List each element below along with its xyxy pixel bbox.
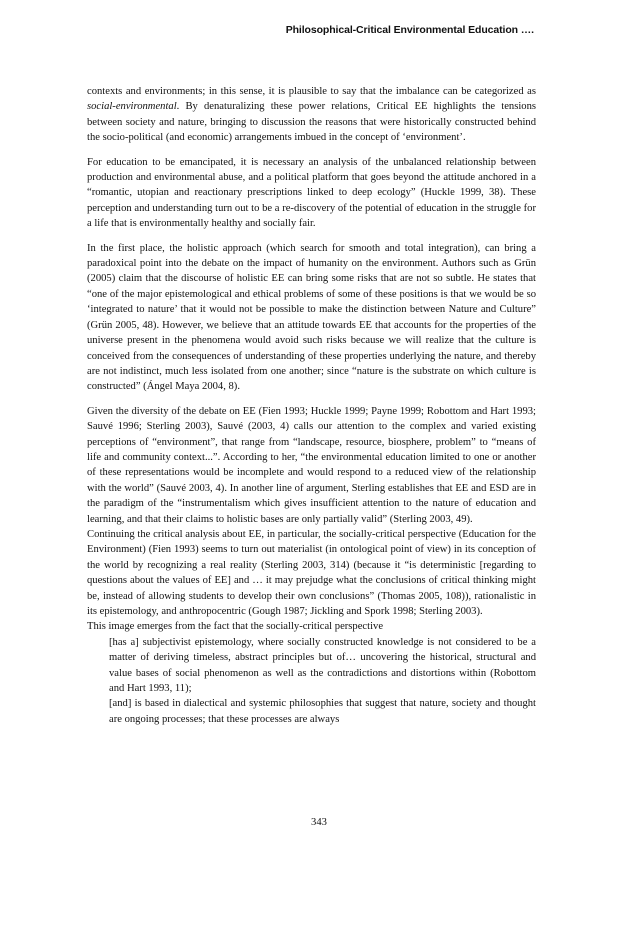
paragraph-4: Given the diversity of the debate on EE (Fien 1993; Huckle 1999; Payne 1999; Robottom and Hart 1993; Sauvé 1996; Sterling 2003), Sauvé (2003, 4) calls our attention to the complex and varied existing perceptions of “environment”, that range from “landscape, resource, biosphere, problem” to “means of life and community context...”. According to her, “the environmental education limited to one or another of these representations would be incomplete and would respond to a reduced view of the relationship with the world” (Sauvé 2003, 4). In another line of argument, Sterling establishes that EE and ESD are in the paradigm of the “instrumentalism which gives insufficient attention to the nature of education and learning, and that their claims to holistic bases are only partially valid” (Sterling 2003, 49).	[87, 405, 536, 525]
paragraph-1-before: contexts and environments; in this sense, it is plausible to say that the imbalance can be categorized as	[87, 86, 536, 97]
paragraph-3: In the first place, the holistic approach (which search for smooth and total integration), can bring a paradoxical point into the debate on the impact of humanity on the environment. Authors such as Grün (2005) claim that the discourse of holistic EE can bring some risks that are not so subtle. He states that “one of the major epistemological and ethical problems of some of these positions is that we would be so ‘integrated to nature’ that it would not be possible to make the distinction between Nature and Culture” (Grün 2005, 48). However, we believe that an attitude towards EE that accounts for the properties of the universe present in the phenomena would avoid such risks because we will realize that the culture is conceived from the consequences of understanding of these properties underlying the nature, and thereby are not indistinct, much less isolated from one another; since “nature is the substrate on which culture is constructed” (Ángel Maya 2004, 8).	[87, 242, 536, 393]
block-quote-part-2: [and] is based in dialectical and systemic philosophies that suggest that nature, society and thought are ongoing processes; that these processes are always	[109, 698, 536, 725]
paragraph-6: This image emerges from the fact that the socially-critical perspective	[87, 621, 384, 633]
block-quote-part-1: [has a] subjectivist epistemology, where socially constructed knowledge is not considered to be a matter of deriving timeless, abstract principles but of… uncovering the historical, structural and value bases of social phenomenon as well as the contradictions and distortions within (Robottom and Hart 1993, 11);	[109, 636, 536, 695]
running-header-title: Philosophical-Critical Environmental Education ….	[285, 24, 534, 36]
block-quote	[109, 635, 536, 727]
paragraph-2: For education to be emancipated, it is necessary an analysis of the unbalanced relationship between production and environmental abuse, and a political platform that goes beyond the attitude anchored in a “romantic, utopian and reactionary prescriptions linked to deep ecology” (Huckle 1999, 38). These perception and understanding turn out to be a re-discovery of the potential of education in the struggle for a life that is environmentally healthy and socially fair.	[87, 156, 536, 230]
page-number: 343	[311, 817, 327, 828]
paragraph-1-after: . By denaturalizing these power relations, Critical EE highlights the tensions between society and nature, bringing to discussion the reasons that were historically constructed behind the socio-political (and economic) arrangements imbued in the concept of ‘environment’.	[87, 101, 536, 144]
paragraph-1	[87, 84, 536, 146]
paragraph-1-emphasis: social-environmental	[87, 101, 177, 113]
paragraph-5: Continuing the critical analysis about EE, in particular, the socially-critical perspective (Education for the Environment) (Fien 1993) seems to turn out materialist (in ontological point of view) in its conception of the world by recognizing a real reality (Sterling 2003, 314) (because it “is deterministic [regarding to questions about the values of EE] and … it may prejudge what the conclusions of critical thinking might be, instead of allowing students to develop their own conclusions” (Thomas 2005, 108)), rationalistic in its epistemology, and anthropocentric (Gough 1987; Jickling and Spork 1998; Sterling 2003).	[87, 528, 536, 617]
body-text	[87, 84, 536, 727]
